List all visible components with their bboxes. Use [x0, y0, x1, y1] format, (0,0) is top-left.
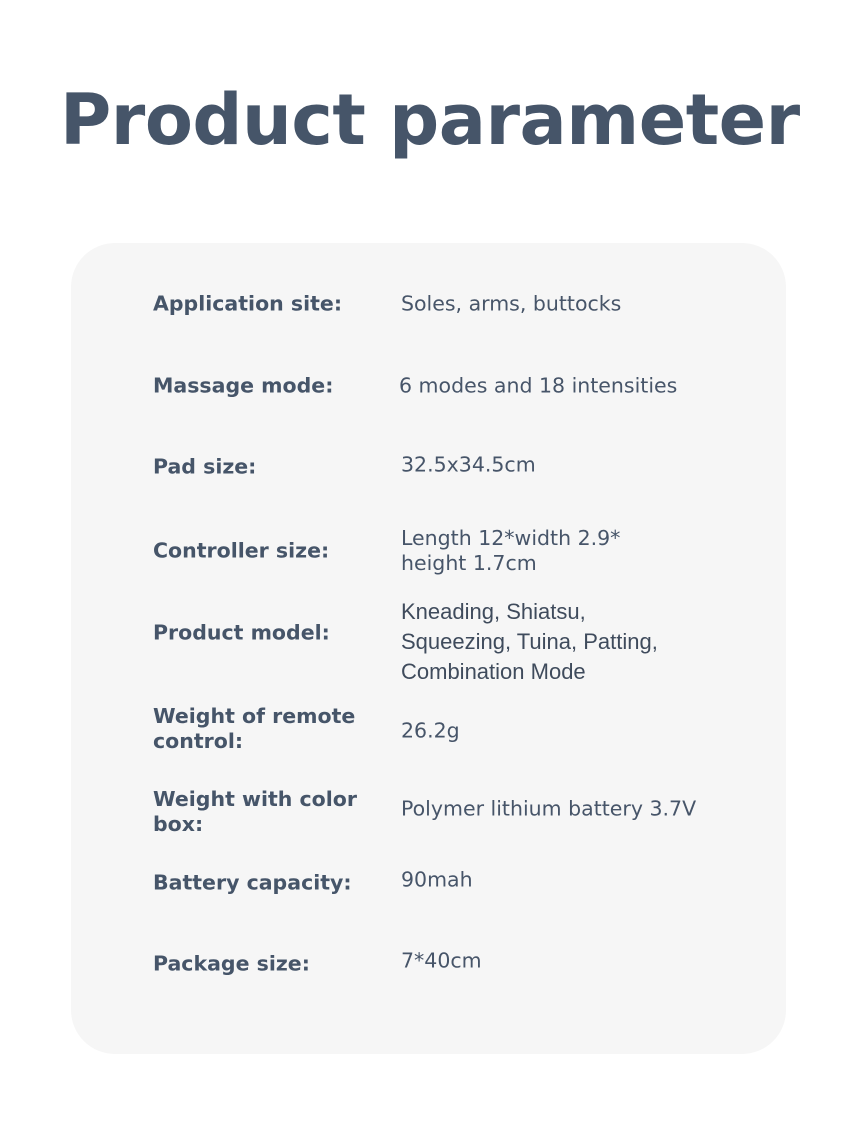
param-label: Weight with color box:	[153, 787, 357, 836]
param-value: 6 modes and 18 intensities	[399, 373, 678, 398]
page-title: Product parameter	[60, 79, 800, 161]
param-label: Controller size:	[153, 538, 330, 563]
param-value: 32.5x34.5cm	[401, 452, 536, 477]
param-value: 26.2g	[401, 718, 460, 743]
param-label: Massage mode:	[153, 373, 334, 398]
param-value: 7*40cm	[401, 948, 482, 973]
parameter-card	[71, 243, 786, 1054]
param-value: Length 12*width 2.9* height 1.7cm	[401, 526, 621, 575]
param-label: Battery capacity:	[153, 870, 352, 895]
param-value: Soles, arms, buttocks	[401, 291, 622, 316]
param-value: 90mah	[401, 867, 473, 892]
param-value: Polymer lithium battery 3.7V	[401, 796, 697, 821]
param-label: Product model:	[153, 620, 330, 645]
param-label: Weight of remote control:	[153, 704, 356, 753]
param-value: Kneading, Shiatsu, Squeezing, Tuina, Patting, Combination Mode	[401, 599, 658, 684]
param-label: Application site:	[153, 291, 343, 316]
param-label: Package size:	[153, 951, 310, 976]
param-label: Pad size:	[153, 454, 257, 479]
